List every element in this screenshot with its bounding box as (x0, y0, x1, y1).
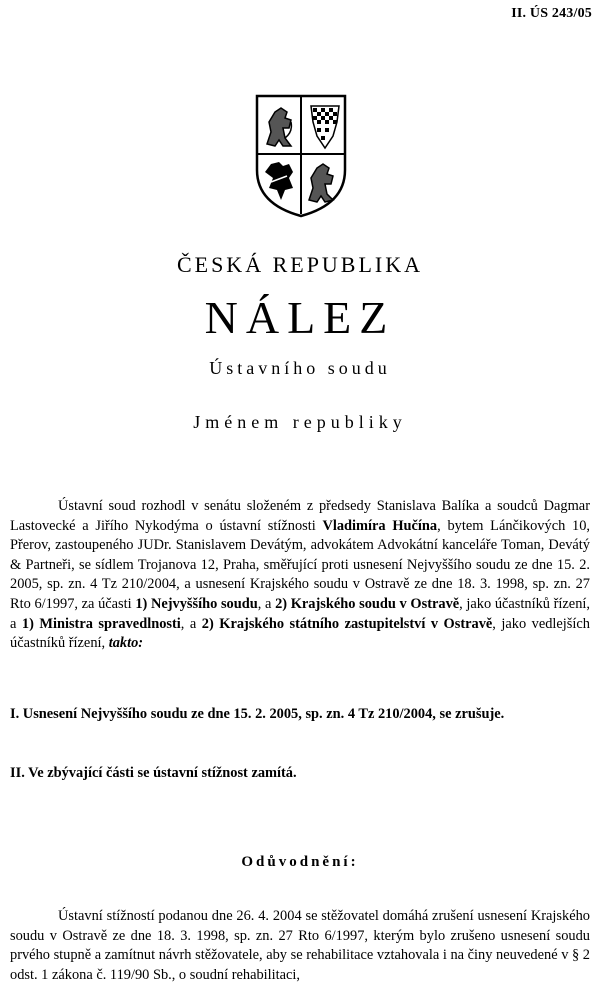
intro-text-4: , jako účastníků řízení, a (10, 595, 590, 632)
intro-text-5: , a (180, 615, 202, 632)
country-name: ČESKÁ REPUBLIKA (176, 252, 424, 277)
verdict-item-2: II. Ve zbývající části se ústavní stížnost zamítá. (10, 765, 297, 781)
intro-text-1: Ústavní soud rozhodl v senátu složeném z předsedy Stanislava Balíka a soudců Dagmar Lastovecké a Jiřího Nykodýma o ústavní stížnosti (10, 498, 590, 534)
reasoning-text: Ústavní stížností podanou dne 26. 4. 2004 se stěžovatel domáhá zrušení usnesení Krajského soudu v Ostravě ze dne 18. 3. 1998, sp. zn. 27 Rto 6/1997, kterým bylo zrušeno usnesení soudu prvého stupně a zamítnut návrh stěžovatele, aby se rehabilitace vztahovala i na činy neuvedené v § 2 odst. 1 zákona č. 119/90 Sb., o soudní rehabilitaci, (10, 908, 590, 983)
party-2: 2) Krajského soudu v Ostravě (275, 595, 460, 612)
reasoning-heading: Odůvodnění: (241, 854, 359, 870)
in-name-of-republic: Jménem republiky (193, 412, 407, 432)
party-3: 1) Ministra spravedlnosti (21, 615, 181, 632)
intro-paragraph (10, 497, 590, 654)
intro-text-6: , jako vedlejších účastníků řízení, (10, 615, 590, 652)
coat-of-arms-icon (253, 92, 349, 220)
complainant-name: Vladimíra Hučína (322, 517, 438, 534)
case-number: II. ÚS 243/05 (511, 6, 592, 21)
intro-text-3: , a (257, 595, 276, 612)
takto-label: takto: (108, 635, 144, 652)
court-name: Ústavního soudu (209, 358, 391, 378)
party-4: 2) Krajského státního zastupitelství v Ostravě (201, 615, 493, 632)
verdict-item-1: I. Usnesení Nejvyššího soudu ze dne 15. 2. 2005, sp. zn. 4 Tz 210/2004, se zrušuje. (10, 706, 505, 722)
party-1: 1) Nejvyššího soudu (135, 595, 258, 612)
document-type: NÁLEZ (204, 292, 396, 343)
intro-text-2: , bytem Lánčikových 10, Přerov, zastoupeného JUDr. Stanislavem Devátým, advokátem Advokátní kanceláře Toman, Devátý & Partneři, se sídlem Trojanova 12, Praha, směřující proti usnesení Nejvyššího soudu ze dne 15. 2. 2005, sp. zn. 4 Tz 210/2004, a usnesení Krajského soudu v Ostravě ze dne 18. 3. 1998, sp. zn. 27 Rto 6/1997, za účasti (10, 517, 590, 612)
reasoning-paragraph (10, 907, 590, 985)
